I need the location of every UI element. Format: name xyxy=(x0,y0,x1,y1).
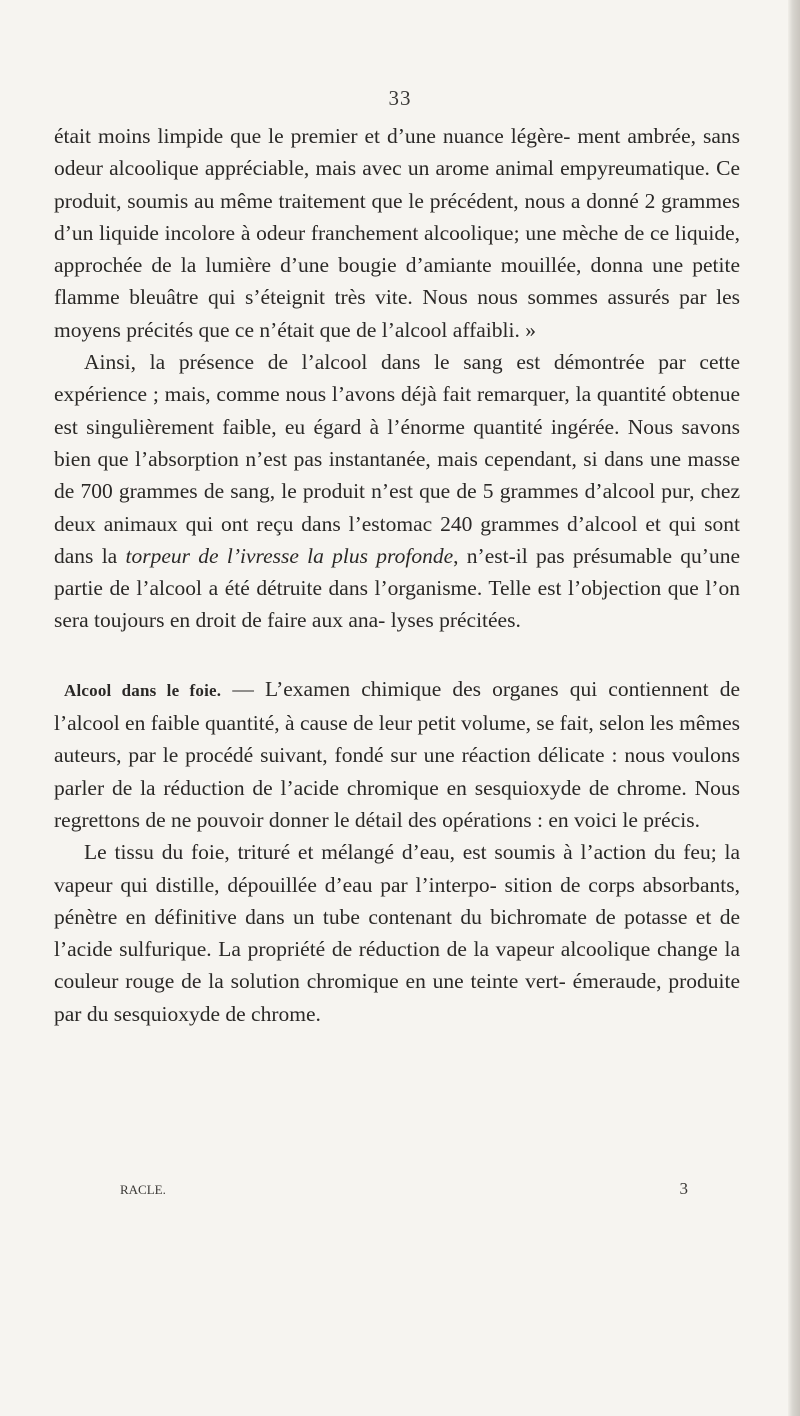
section-heading: Alcool dans le foie. xyxy=(64,680,222,700)
signature-mark: 3 xyxy=(679,1179,688,1198)
page-number: 33 xyxy=(388,86,412,110)
paragraph-2-text-a: Ainsi, la présence de l’alcool dans le sang est démontrée par cette expérience ; mais, comme nous l’avons déjà fait remarquer, la quantité obtenue est singulièrement faible, eu égard à l’énorme quantité ingérée. Nous savons bien que l’absorption n’est pas instantanée, mais cependant, si dans une masse de 700 grammes de sang, le produit n’est que de 5 grammes d’alcool pur, chez deux animaux qui ont reçu dans l’estomac 240 grammes d’alcool et qui sont dans la xyxy=(54,350,740,568)
paragraph-2-text-b: , n’est-il pas présumable qu’une partie de l’alcool a été détruite dans l’organisme. Telle est l’objection que l’on sera toujours en droit de faire aux ana- lyses précitées. xyxy=(54,543,740,633)
paragraph-3-text: — L’examen chimique des organes qui contiennent de l’alcool en faible quantité, à cause de leur petit volume, se fait, selon les mêmes auteurs, par le procédé suivant, fondé sur une réaction délicate : nous voulons parler de la réduction de l’acide chromique en sesquioxyde de chrome. Nous regrettons de ne pouvoir donner le détail des opérations : en voici le précis. xyxy=(54,676,741,832)
paragraph-2-italic: torpeur de l’ivresse la plus profonde xyxy=(125,543,454,568)
page-edge-shadow xyxy=(788,0,800,1416)
body-text xyxy=(54,120,740,1030)
paragraph-3 xyxy=(54,673,740,836)
paragraph-2 xyxy=(54,346,740,637)
running-footer: RACLE. xyxy=(120,1182,166,1197)
page-footer xyxy=(120,1179,688,1199)
paragraph-1: était moins limpide que le premier et d’une nuance légère- ment ambrée, sans odeur alcoolique appréciable, mais avec un arome animal empyreumatique. Ce produit, soumis au même traitement que le précédent, nous a donné 2 grammes d’un liquide incolore à odeur franchement alcoolique; une mèche de ce liquide, approchée de la lumière d’une bougie d’amiante mouillée, donna une petite flamme bleuâtre qui s’éteignit très vite. Nous nous sommes assurés par les moyens précités que ce n’était que de l’alcool affaibli. » xyxy=(54,124,740,342)
paragraph-4: Le tissu du foie, trituré et mélangé d’eau, est soumis à l’action du feu; la vapeur qui distille, dépouillée d’eau par l’interpo- sition de corps absorbants, pénètre en définitive dans un tube contenant du bichromate de potasse et de l’acide sulfurique. La propriété de réduction de la vapeur alcoolique change la couleur rouge de la solution chromique en une teinte vert- émeraude, produite par du sesquioxyde de chrome. xyxy=(54,840,740,1026)
